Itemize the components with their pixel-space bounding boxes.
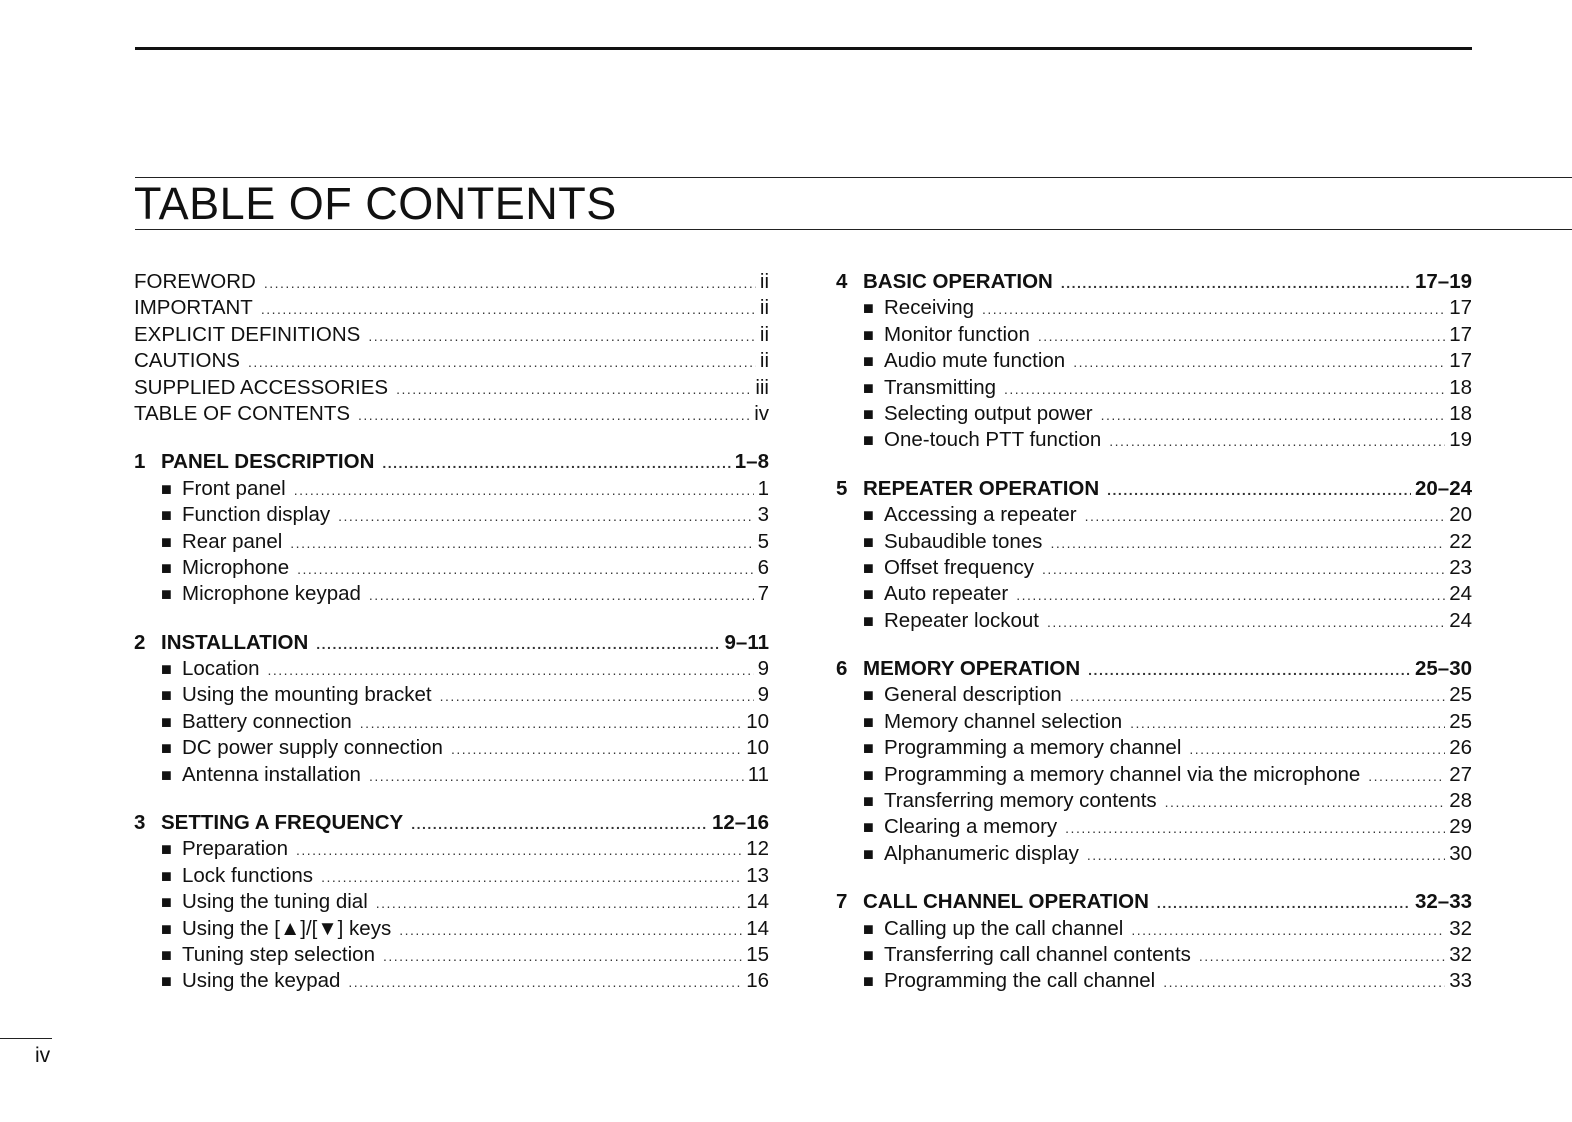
page-reference: 20: [1449, 503, 1472, 527]
toc-section-entry[interactable]: [134, 710, 769, 736]
dot-leader: [369, 587, 754, 603]
dot-leader: [1061, 275, 1411, 291]
toc-section-entry[interactable]: [836, 969, 1472, 995]
section-title: Offset frequency: [884, 555, 1035, 579]
toc-section-entry[interactable]: [134, 736, 769, 762]
page-reference: 27: [1449, 762, 1472, 786]
page-reference: 12–16: [711, 811, 769, 835]
toc-section-entry[interactable]: [134, 890, 769, 916]
dot-leader: [1085, 508, 1446, 524]
toc-section-entry[interactable]: [134, 969, 769, 995]
toc-chapter-entry[interactable]: [836, 477, 1472, 503]
bullet-square-icon: ■: [161, 764, 172, 785]
page-reference: ii: [759, 270, 769, 293]
page-reference: 25–30: [1414, 657, 1472, 681]
page-reference: 33: [1449, 969, 1472, 993]
bullet-square-icon: ■: [161, 659, 172, 680]
bullet-square-icon: ■: [863, 791, 874, 812]
page-reference: ii: [759, 349, 769, 373]
dot-leader: [1163, 974, 1445, 990]
bullet-square-icon: ■: [863, 944, 874, 965]
toc-section-entry[interactable]: [134, 530, 769, 556]
dot-leader: [290, 535, 753, 551]
bullet-square-icon: ■: [863, 817, 874, 838]
toc-chapter-entry[interactable]: [836, 270, 1472, 296]
section-title: Alphanumeric display: [884, 841, 1079, 865]
bullet-square-icon: ■: [863, 918, 874, 939]
section-title: Microphone keypad: [182, 582, 361, 606]
bullet-square-icon: ■: [161, 865, 172, 886]
toc-section-entry[interactable]: [836, 428, 1472, 454]
dot-leader: [316, 636, 720, 652]
section-title: Rear panel: [182, 529, 283, 553]
section-title: Using the keypad: [182, 969, 341, 993]
page-reference: 24: [1449, 608, 1472, 632]
bullet-square-icon: ■: [161, 971, 172, 992]
bullet-square-icon: ■: [863, 430, 874, 451]
section-title: DC power supply connection: [182, 736, 443, 760]
page-reference: 1–8: [734, 450, 769, 474]
dot-leader: [1050, 535, 1445, 551]
dot-leader: [383, 948, 742, 964]
dot-leader: [411, 816, 708, 832]
bullet-square-icon: ■: [161, 944, 172, 965]
toc-section-entry[interactable]: [836, 842, 1472, 868]
toc-section-entry[interactable]: [134, 503, 769, 529]
chapter-title: INSTALLATION: [161, 630, 309, 654]
dot-leader: [338, 508, 753, 524]
section-title: Preparation: [182, 837, 288, 861]
page-reference: 3: [757, 503, 769, 527]
page-reference: 22: [1449, 529, 1472, 553]
page-reference: 12: [746, 837, 769, 861]
toc-section-entry[interactable]: [836, 296, 1472, 322]
entry-title: TABLE OF CONTENTS: [134, 401, 351, 425]
dot-leader: [321, 869, 742, 885]
page-reference: 24: [1449, 582, 1472, 606]
toc-front-entry[interactable]: [134, 349, 769, 375]
toc-section-entry[interactable]: [836, 763, 1472, 789]
bullet-square-icon: ■: [161, 685, 172, 706]
page-reference: iv: [754, 401, 769, 425]
chapter-number: 5: [836, 476, 848, 500]
dot-leader: [1109, 433, 1445, 449]
dot-leader: [268, 662, 754, 678]
toc-section-entry[interactable]: [836, 943, 1472, 969]
page-reference: 17: [1449, 296, 1472, 320]
page-reference: 32–33: [1414, 890, 1472, 914]
bullet-square-icon: ■: [863, 351, 874, 372]
page-number: iv: [35, 1044, 51, 1067]
dot-leader: [360, 715, 742, 731]
dot-leader: [1070, 688, 1445, 704]
section-title: Using the [▲]/[▼] keys: [182, 916, 392, 940]
chapter-number: 1: [134, 450, 146, 474]
bullet-square-icon: ■: [161, 584, 172, 605]
toc-column-left: [134, 270, 769, 996]
bullet-square-icon: ■: [161, 711, 172, 732]
dot-leader: [1004, 381, 1445, 397]
section-title: Using the tuning dial: [182, 890, 368, 914]
section-title: Battery connection: [182, 709, 352, 733]
toc-chapter-entry[interactable]: [134, 631, 769, 657]
chapter-title: REPEATER OPERATION: [863, 476, 1100, 500]
bullet-square-icon: ■: [863, 403, 874, 424]
section-title: Repeater lockout: [884, 608, 1039, 632]
section-title: One-touch PTT function: [884, 428, 1102, 452]
page-reference: 18: [1449, 401, 1472, 425]
toc-front-entry[interactable]: [134, 270, 769, 296]
entry-title: FOREWORD: [134, 270, 256, 293]
section-title: Programming the call channel: [884, 969, 1156, 993]
toc-section-entry[interactable]: [134, 943, 769, 969]
chapter-number: 4: [836, 270, 848, 293]
toc-chapter-entry[interactable]: [836, 890, 1472, 916]
title-rule-bottom: [135, 229, 1572, 230]
section-title: Function display: [182, 503, 331, 527]
bullet-square-icon: ■: [863, 764, 874, 785]
section-title: Tuning step selection: [182, 942, 375, 966]
bullet-square-icon: ■: [863, 531, 874, 552]
page-reference: 23: [1449, 555, 1472, 579]
toc-section-entry[interactable]: [836, 530, 1472, 556]
page-title: TABLE OF CONTENTS: [134, 178, 617, 229]
section-title: Front panel: [182, 476, 286, 500]
toc-section-entry[interactable]: [836, 582, 1472, 608]
page-reference: 29: [1449, 815, 1472, 839]
dot-leader: [1107, 482, 1411, 498]
page-reference: 10: [746, 709, 769, 733]
bullet-square-icon: ■: [161, 839, 172, 860]
page-reference: 11: [747, 762, 769, 786]
dot-leader: [451, 741, 742, 757]
section-title: Calling up the call channel: [884, 916, 1124, 940]
section-title: Clearing a memory: [884, 815, 1058, 839]
toc-section-entry[interactable]: [134, 477, 769, 503]
page-reference: 32: [1449, 942, 1472, 966]
page-reference: 9: [757, 657, 769, 681]
dot-leader: [1065, 820, 1445, 836]
section-title: Microphone: [182, 555, 290, 579]
toc-section-entry[interactable]: [836, 349, 1472, 375]
bullet-square-icon: ■: [863, 505, 874, 526]
toc-section-entry[interactable]: [836, 609, 1472, 635]
toc-section-entry[interactable]: [134, 657, 769, 683]
chapter-block: [134, 811, 769, 996]
page-reference: ii: [759, 322, 769, 346]
page-reference: 1: [757, 476, 769, 500]
bullet-square-icon: ■: [161, 738, 172, 759]
toc-section-entry[interactable]: [836, 789, 1472, 815]
dot-leader: [296, 842, 742, 858]
page-reference: 14: [746, 890, 769, 914]
entry-title: SUPPLIED ACCESSORIES: [134, 375, 389, 399]
page-reference: 15: [746, 942, 769, 966]
toc-column-right: [836, 270, 1472, 996]
dot-leader: [368, 328, 756, 344]
entry-title: CAUTIONS: [134, 349, 240, 373]
dot-leader: [1047, 614, 1445, 630]
bullet-square-icon: ■: [161, 505, 172, 526]
bullet-square-icon: ■: [161, 557, 172, 578]
bullet-square-icon: ■: [161, 531, 172, 552]
section-title: Audio mute function: [884, 349, 1066, 373]
bullet-square-icon: ■: [863, 584, 874, 605]
chapter-block: [836, 270, 1472, 455]
chapter-title: SETTING A FREQUENCY: [161, 811, 404, 835]
toc-section-entry[interactable]: [836, 736, 1472, 762]
dot-leader: [1131, 922, 1445, 938]
chapter-number: 2: [134, 630, 146, 654]
dot-leader: [1130, 715, 1445, 731]
dot-leader: [1368, 768, 1445, 784]
section-title: Transferring memory contents: [884, 789, 1157, 813]
dot-leader: [399, 922, 742, 938]
toc-section-entry[interactable]: [134, 556, 769, 582]
section-title: Lock functions: [182, 863, 314, 887]
bullet-square-icon: ■: [161, 892, 172, 913]
page-reference: 17: [1449, 349, 1472, 373]
bullet-square-icon: ■: [863, 298, 874, 319]
toc-front-entry[interactable]: [134, 376, 769, 402]
toc-section-entry[interactable]: [836, 917, 1472, 943]
bullet-square-icon: ■: [161, 918, 172, 939]
dot-leader: [248, 354, 756, 370]
section-title: Auto repeater: [884, 582, 1009, 606]
toc-section-entry[interactable]: [134, 763, 769, 789]
dot-leader: [261, 301, 756, 317]
toc-chapter-entry[interactable]: [836, 657, 1472, 683]
page-reference: 25: [1449, 709, 1472, 733]
chapter-list-right: [836, 270, 1472, 996]
page-reference: 6: [757, 555, 769, 579]
section-title: Accessing a repeater: [884, 503, 1077, 527]
section-title: Transmitting: [884, 375, 997, 399]
section-title: Transferring call channel contents: [884, 942, 1191, 966]
page-reference: 5: [757, 529, 769, 553]
front-matter-list: [134, 270, 769, 428]
chapter-block: [134, 450, 769, 608]
section-title: Programming a memory channel via the microphone: [884, 762, 1361, 786]
toc-section-entry[interactable]: [134, 582, 769, 608]
dot-leader: [1199, 948, 1445, 964]
dot-leader: [382, 455, 730, 471]
section-title: Receiving: [884, 296, 975, 320]
toc-section-entry[interactable]: [836, 503, 1472, 529]
bullet-square-icon: ■: [863, 738, 874, 759]
dot-leader: [1189, 741, 1445, 757]
bullet-square-icon: ■: [863, 711, 874, 732]
page-reference: 28: [1449, 789, 1472, 813]
dot-leader: [1042, 561, 1445, 577]
dot-leader: [982, 301, 1445, 317]
chapter-number: 6: [836, 657, 848, 681]
toc-section-entry[interactable]: [836, 710, 1472, 736]
toc-section-entry[interactable]: [836, 815, 1472, 841]
section-title: Subaudible tones: [884, 529, 1043, 553]
page-reference: 17–19: [1414, 270, 1472, 293]
dot-leader: [264, 275, 756, 291]
section-title: Memory channel selection: [884, 709, 1123, 733]
bullet-square-icon: ■: [863, 843, 874, 864]
section-title: Selecting output power: [884, 401, 1093, 425]
chapter-number: 7: [836, 890, 848, 914]
toc-section-entry[interactable]: [134, 683, 769, 709]
dot-leader: [1165, 794, 1446, 810]
toc-section-entry[interactable]: [836, 683, 1472, 709]
section-title: Location: [182, 657, 260, 681]
page-reference: 19: [1449, 428, 1472, 452]
page-reference: 7: [757, 582, 769, 606]
page-reference: 9: [757, 683, 769, 707]
chapter-title: MEMORY OPERATION: [863, 657, 1081, 681]
section-title: Antenna installation: [182, 762, 361, 786]
page-reference: 14: [746, 916, 769, 940]
bullet-square-icon: ■: [863, 685, 874, 706]
dot-leader: [358, 407, 750, 423]
chapter-title: BASIC OPERATION: [863, 270, 1053, 293]
page-reference: 13: [746, 863, 769, 887]
dot-leader: [297, 561, 753, 577]
dot-leader: [294, 482, 754, 498]
chapter-list-left: [134, 450, 769, 995]
toc-section-entry[interactable]: [836, 402, 1472, 428]
page-reference: 9–11: [724, 630, 769, 654]
chapter-block: [836, 890, 1472, 996]
page-reference: 16: [746, 969, 769, 993]
page-reference: 25: [1449, 683, 1472, 707]
toc-chapter-entry[interactable]: [134, 450, 769, 476]
dot-leader: [1038, 328, 1445, 344]
chapter-block: [134, 631, 769, 789]
page-reference: 18: [1449, 375, 1472, 399]
bullet-square-icon: ■: [863, 971, 874, 992]
dot-leader: [1016, 587, 1445, 603]
bullet-square-icon: ■: [161, 478, 172, 499]
section-title: Monitor function: [884, 322, 1030, 346]
toc-section-entry[interactable]: [134, 837, 769, 863]
toc-section-entry[interactable]: [134, 864, 769, 890]
page-reference: ii: [759, 296, 769, 320]
page-reference: 20–24: [1414, 476, 1472, 500]
entry-title: EXPLICIT DEFINITIONS: [134, 322, 361, 346]
dot-leader: [1073, 354, 1445, 370]
bullet-square-icon: ■: [863, 324, 874, 345]
section-title: Programming a memory channel: [884, 736, 1182, 760]
footer-rule: [0, 1038, 52, 1039]
chapter-number: 3: [134, 811, 146, 835]
dot-leader: [1087, 847, 1445, 863]
page-reference: 10: [746, 736, 769, 760]
dot-leader: [348, 974, 742, 990]
dot-leader: [1101, 407, 1446, 423]
dot-leader: [396, 381, 751, 397]
bullet-square-icon: ■: [863, 377, 874, 398]
toc-front-entry[interactable]: [134, 402, 769, 428]
dot-leader: [376, 895, 742, 911]
bullet-square-icon: ■: [863, 610, 874, 631]
page-reference: iii: [755, 375, 769, 399]
chapter-block: [836, 477, 1472, 635]
toc-chapter-entry[interactable]: [134, 811, 769, 837]
dot-leader: [440, 688, 754, 704]
toc-section-entry[interactable]: [134, 917, 769, 943]
page-reference: 26: [1449, 736, 1472, 760]
toc-front-entry[interactable]: [134, 296, 769, 322]
dot-leader: [1088, 662, 1411, 678]
entry-title: IMPORTANT: [134, 296, 253, 320]
page-reference: 30: [1449, 841, 1472, 865]
dot-leader: [1157, 895, 1411, 911]
header-rule: [135, 47, 1472, 50]
toc-section-entry[interactable]: [836, 556, 1472, 582]
chapter-title: CALL CHANNEL OPERATION: [863, 890, 1149, 914]
toc-front-entry[interactable]: [134, 323, 769, 349]
chapter-block: [836, 657, 1472, 868]
dot-leader: [369, 768, 744, 784]
section-title: Using the mounting bracket: [182, 683, 432, 707]
section-title: General description: [884, 683, 1062, 707]
toc-section-entry[interactable]: [836, 376, 1472, 402]
page-reference: 32: [1449, 916, 1472, 940]
toc-section-entry[interactable]: [836, 323, 1472, 349]
bullet-square-icon: ■: [863, 557, 874, 578]
page-reference: 17: [1449, 322, 1472, 346]
chapter-title: PANEL DESCRIPTION: [161, 450, 375, 474]
